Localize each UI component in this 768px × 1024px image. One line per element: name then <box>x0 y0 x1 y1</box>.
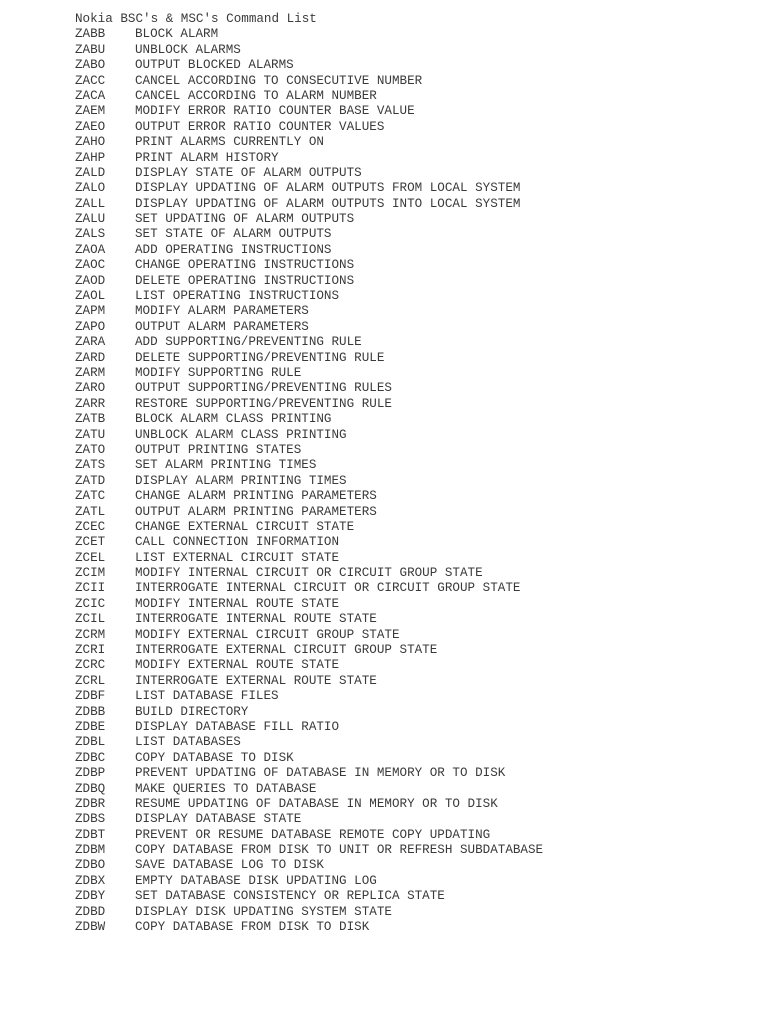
command-code: ZARD <box>75 350 106 365</box>
command-row <box>75 320 755 335</box>
command-row <box>75 843 755 858</box>
command-row <box>75 397 755 412</box>
command-description: DISPLAY ALARM PRINTING TIMES <box>135 473 347 488</box>
command-list <box>75 27 755 935</box>
command-code: ZCRM <box>75 627 106 642</box>
command-description: DISPLAY UPDATING OF ALARM OUTPUTS FROM LOCAL SYSTEM <box>135 181 521 196</box>
command-description: MODIFY INTERNAL CIRCUIT OR CIRCUIT GROUP STATE <box>135 566 483 581</box>
command-description: COPY DATABASE TO DISK <box>135 750 294 765</box>
command-description: OUTPUT ALARM PARAMETERS <box>135 319 309 334</box>
command-description: MODIFY EXTERNAL CIRCUIT GROUP STATE <box>135 627 400 642</box>
command-code: ZDBX <box>75 873 106 888</box>
command-row <box>75 905 755 920</box>
command-row <box>75 151 755 166</box>
command-code: ZDBP <box>75 766 106 781</box>
command-description: RESTORE SUPPORTING/PREVENTING RULE <box>135 396 392 411</box>
command-row <box>75 782 755 797</box>
command-row <box>75 920 755 935</box>
command-code: ZAHP <box>75 150 106 165</box>
command-description: SET STATE OF ALARM OUTPUTS <box>135 227 332 242</box>
command-code: ZCIC <box>75 596 106 611</box>
command-code: ZCEC <box>75 519 106 534</box>
command-row <box>75 766 755 781</box>
command-description: INTERROGATE INTERNAL CIRCUIT OR CIRCUIT GROUP STATE <box>135 581 521 596</box>
command-code: ZAHO <box>75 135 106 150</box>
command-row <box>75 274 755 289</box>
command-description: EMPTY DATABASE DISK UPDATING LOG <box>135 873 377 888</box>
command-code: ZAEM <box>75 104 106 119</box>
command-row <box>75 628 755 643</box>
command-code: ZATL <box>75 504 106 519</box>
command-code: ZAPM <box>75 304 106 319</box>
command-description: PRINT ALARM HISTORY <box>135 150 279 165</box>
command-description: CANCEL ACCORDING TO ALARM NUMBER <box>135 88 377 103</box>
command-description: UNBLOCK ALARMS <box>135 42 241 57</box>
command-code: ZCEL <box>75 550 106 565</box>
command-row <box>75 889 755 904</box>
command-row <box>75 551 755 566</box>
command-code: ZACA <box>75 88 106 103</box>
command-code: ZDBD <box>75 904 106 919</box>
command-description: MAKE QUERIES TO DATABASE <box>135 781 317 796</box>
command-row <box>75 428 755 443</box>
command-row <box>75 212 755 227</box>
command-row <box>75 720 755 735</box>
command-description: SAVE DATABASE LOG TO DISK <box>135 858 324 873</box>
command-description: BUILD DIRECTORY <box>135 704 249 719</box>
command-code: ZAOL <box>75 289 106 304</box>
command-row <box>75 643 755 658</box>
command-row <box>75 120 755 135</box>
command-description: ADD OPERATING INSTRUCTIONS <box>135 242 332 257</box>
command-code: ZCIM <box>75 566 106 581</box>
command-code: ZDBS <box>75 812 106 827</box>
command-code: ZDBC <box>75 750 106 765</box>
command-code: ZCII <box>75 581 106 596</box>
command-row <box>75 797 755 812</box>
command-description: MODIFY INTERNAL ROUTE STATE <box>135 596 340 611</box>
command-row <box>75 335 755 350</box>
command-description: DISPLAY DATABASE FILL RATIO <box>135 719 340 734</box>
command-code: ZALO <box>75 181 106 196</box>
command-description: MODIFY SUPPORTING RULE <box>135 365 302 380</box>
command-row <box>75 458 755 473</box>
command-row <box>75 27 755 42</box>
command-row <box>75 197 755 212</box>
command-row <box>75 751 755 766</box>
command-row <box>75 74 755 89</box>
command-code: ZATU <box>75 427 106 442</box>
document-title: Nokia BSC's & MSC's Command List <box>75 12 317 26</box>
command-description: DISPLAY UPDATING OF ALARM OUTPUTS INTO LOCAL SYSTEM <box>135 196 521 211</box>
command-description: OUTPUT SUPPORTING/PREVENTING RULES <box>135 381 392 396</box>
command-code: ZDBM <box>75 843 106 858</box>
command-row <box>75 381 755 396</box>
command-description: INTERROGATE INTERNAL ROUTE STATE <box>135 612 377 627</box>
command-row <box>75 43 755 58</box>
command-row <box>75 366 755 381</box>
command-description: LIST DATABASES <box>135 735 241 750</box>
command-code: ZDBO <box>75 858 106 873</box>
command-row <box>75 243 755 258</box>
command-code: ZALL <box>75 196 106 211</box>
command-row <box>75 258 755 273</box>
command-code: ZAPO <box>75 319 106 334</box>
command-code: ZDBT <box>75 827 106 842</box>
command-description: COPY DATABASE FROM DISK TO DISK <box>135 920 370 935</box>
command-description: BLOCK ALARM <box>135 27 219 42</box>
command-description: SET DATABASE CONSISTENCY OR REPLICA STATE <box>135 889 445 904</box>
command-code: ZABB <box>75 27 106 42</box>
command-code: ZDBE <box>75 719 106 734</box>
command-code: ZDBR <box>75 796 106 811</box>
command-code: ZABU <box>75 42 106 57</box>
command-row <box>75 104 755 119</box>
command-row <box>75 135 755 150</box>
command-row <box>75 858 755 873</box>
command-description: MODIFY EXTERNAL ROUTE STATE <box>135 658 340 673</box>
command-description: DELETE OPERATING INSTRUCTIONS <box>135 273 355 288</box>
document-page <box>75 12 755 935</box>
command-description: CANCEL ACCORDING TO CONSECUTIVE NUMBER <box>135 73 423 88</box>
command-row <box>75 581 755 596</box>
command-code: ZDBQ <box>75 781 106 796</box>
command-description: PRINT ALARMS CURRENTLY ON <box>135 135 324 150</box>
command-row <box>75 705 755 720</box>
command-code: ZCRL <box>75 673 106 688</box>
command-code: ZATB <box>75 412 106 427</box>
command-row <box>75 474 755 489</box>
command-description: OUTPUT BLOCKED ALARMS <box>135 58 294 73</box>
command-code: ZAEO <box>75 119 106 134</box>
command-description: PREVENT OR RESUME DATABASE REMOTE COPY UPDATING <box>135 827 491 842</box>
command-code: ZCRI <box>75 643 106 658</box>
command-row <box>75 597 755 612</box>
command-description: DISPLAY STATE OF ALARM OUTPUTS <box>135 165 362 180</box>
command-code: ZALU <box>75 212 106 227</box>
command-description: BLOCK ALARM CLASS PRINTING <box>135 412 332 427</box>
command-code: ZARA <box>75 335 106 350</box>
command-row <box>75 674 755 689</box>
command-row <box>75 689 755 704</box>
command-description: CHANGE OPERATING INSTRUCTIONS <box>135 258 355 273</box>
command-row <box>75 874 755 889</box>
command-description: LIST EXTERNAL CIRCUIT STATE <box>135 550 340 565</box>
command-row <box>75 227 755 242</box>
command-code: ZARR <box>75 396 106 411</box>
command-code: ZALD <box>75 165 106 180</box>
command-row <box>75 412 755 427</box>
command-code: ZATS <box>75 458 106 473</box>
command-row <box>75 812 755 827</box>
command-code: ZCIL <box>75 612 106 627</box>
command-code: ZDBF <box>75 689 106 704</box>
command-code: ZATC <box>75 489 106 504</box>
command-row <box>75 566 755 581</box>
command-description: OUTPUT PRINTING STATES <box>135 442 302 457</box>
command-code: ZDBL <box>75 735 106 750</box>
command-description: UNBLOCK ALARM CLASS PRINTING <box>135 427 347 442</box>
command-code: ZACC <box>75 73 106 88</box>
command-row <box>75 828 755 843</box>
command-row <box>75 289 755 304</box>
command-description: INTERROGATE EXTERNAL CIRCUIT GROUP STATE <box>135 643 438 658</box>
command-description: OUTPUT ALARM PRINTING PARAMETERS <box>135 504 377 519</box>
command-description: RESUME UPDATING OF DATABASE IN MEMORY OR TO DISK <box>135 796 498 811</box>
command-code: ZARO <box>75 381 106 396</box>
command-row <box>75 535 755 550</box>
command-row <box>75 612 755 627</box>
command-code: ZCET <box>75 535 106 550</box>
command-description: LIST OPERATING INSTRUCTIONS <box>135 289 340 304</box>
command-code: ZAOD <box>75 273 106 288</box>
command-code: ZABO <box>75 58 106 73</box>
command-code: ZDBY <box>75 889 106 904</box>
command-row <box>75 181 755 196</box>
command-code: ZAOA <box>75 242 106 257</box>
command-code: ZCRC <box>75 658 106 673</box>
command-row <box>75 505 755 520</box>
command-description: OUTPUT ERROR RATIO COUNTER VALUES <box>135 119 385 134</box>
command-description: CALL CONNECTION INFORMATION <box>135 535 340 550</box>
command-code: ZDBB <box>75 704 106 719</box>
command-description: INTERROGATE EXTERNAL ROUTE STATE <box>135 673 377 688</box>
command-description: DISPLAY DISK UPDATING SYSTEM STATE <box>135 904 392 919</box>
command-description: COPY DATABASE FROM DISK TO UNIT OR REFRESH SUBDATABASE <box>135 843 544 858</box>
command-row <box>75 89 755 104</box>
command-row <box>75 166 755 181</box>
command-code: ZATD <box>75 473 106 488</box>
command-code: ZALS <box>75 227 106 242</box>
command-code: ZARM <box>75 365 106 380</box>
command-code: ZATO <box>75 442 106 457</box>
command-description: CHANGE ALARM PRINTING PARAMETERS <box>135 489 377 504</box>
command-description: ADD SUPPORTING/PREVENTING RULE <box>135 335 362 350</box>
command-row <box>75 520 755 535</box>
command-row <box>75 735 755 750</box>
command-description: MODIFY ERROR RATIO COUNTER BASE VALUE <box>135 104 415 119</box>
command-description: PREVENT UPDATING OF DATABASE IN MEMORY OR TO DISK <box>135 766 506 781</box>
command-description: MODIFY ALARM PARAMETERS <box>135 304 309 319</box>
command-code: ZAOC <box>75 258 106 273</box>
command-row <box>75 304 755 319</box>
command-description: CHANGE EXTERNAL CIRCUIT STATE <box>135 519 355 534</box>
command-row <box>75 658 755 673</box>
command-code: ZDBW <box>75 920 106 935</box>
command-description: DISPLAY DATABASE STATE <box>135 812 302 827</box>
command-description: SET ALARM PRINTING TIMES <box>135 458 317 473</box>
command-row <box>75 489 755 504</box>
command-description: DELETE SUPPORTING/PREVENTING RULE <box>135 350 385 365</box>
command-description: LIST DATABASE FILES <box>135 689 279 704</box>
command-row <box>75 443 755 458</box>
command-description: SET UPDATING OF ALARM OUTPUTS <box>135 212 355 227</box>
command-row <box>75 58 755 73</box>
command-row <box>75 351 755 366</box>
